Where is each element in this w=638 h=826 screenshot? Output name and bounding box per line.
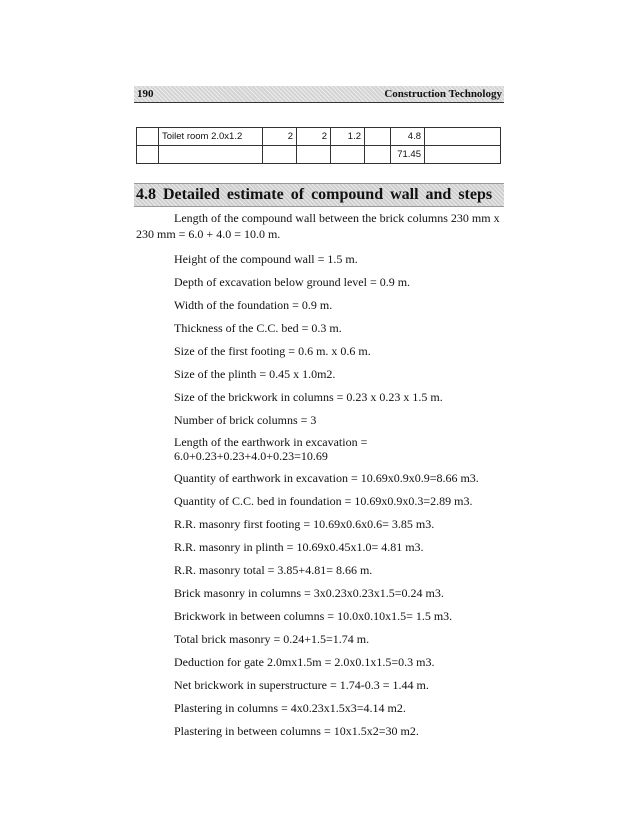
book-title: Construction Technology (384, 88, 502, 100)
estimate-line: Height of the compound wall = 1.5 m. (174, 252, 358, 266)
table-cell: 1.2 (331, 128, 365, 146)
table-cell: 2 (297, 128, 331, 146)
estimate-line: Size of the first footing = 0.6 m. x 0.6 m. (174, 344, 371, 358)
table-cell: 71.45 (391, 146, 425, 164)
estimate-line: Size of the plinth = 0.45 x 1.0m2. (174, 367, 336, 381)
estimate-line: Deduction for gate 2.0mx1.5m = 2.0x0.1x1.5=0.3 m3. (174, 655, 435, 669)
table-cell (365, 128, 391, 146)
table-row (137, 146, 501, 164)
table-cell (331, 146, 365, 164)
estimate-line: Number of brick columns = 3 (174, 413, 317, 427)
table-cell (425, 146, 501, 164)
section-title: 4.8 Detailed estimate of compound wall and steps (136, 186, 493, 203)
estimate-line: Plastering in between columns = 10x1.5x2=30 m2. (174, 724, 419, 738)
estimate-line: R.R. masonry first footing = 10.69x0.6x0.6= 3.85 m3. (174, 517, 435, 531)
estimate-line: R.R. masonry total = 3.85+4.81= 8.66 m. (174, 563, 373, 577)
estimate-line: R.R. masonry in plinth = 10.69x0.45x1.0= 4.81 m3. (174, 540, 424, 554)
estimate-line: Total brick masonry = 0.24+1.5=1.74 m. (174, 632, 370, 646)
estimate-line: Thickness of the C.C. bed = 0.3 m. (174, 321, 342, 335)
estimate-line: Width of the foundation = 0.9 m. (174, 298, 333, 312)
section-heading (134, 183, 504, 207)
estimate-line: Brickwork in between columns = 10.0x0.10x1.5= 1.5 m3. (174, 609, 453, 623)
estimate-line: Quantity of earthwork in excavation = 10.69x0.9x0.9=8.66 m3. (174, 471, 479, 485)
table-cell (425, 128, 501, 146)
table-row (137, 128, 501, 146)
estimate-line: Size of the brickwork in columns = 0.23 x 0.23 x 1.5 m. (174, 390, 443, 404)
estimate-table-continuation (136, 127, 501, 164)
page-number: 190 (137, 88, 154, 100)
estimate-line: 6.0+0.23+0.23+4.0+0.23=10.69 (174, 449, 328, 463)
estimate-line: Length of the earthwork in excavation = (174, 435, 368, 449)
table-cell: 2 (263, 128, 297, 146)
estimate-line: Depth of excavation below ground level = 0.9 m. (174, 275, 411, 289)
estimate-line: Net brickwork in superstructure = 1.74-0.3 = 1.44 m. (174, 678, 429, 692)
table-cell: 4.8 (391, 128, 425, 146)
table-cell (159, 146, 263, 164)
estimate-line: Brick masonry in columns = 3x0.23x0.23x1.5=0.24 m3. (174, 586, 444, 600)
table-cell (137, 146, 159, 164)
section-body (136, 210, 504, 739)
estimate-line: Plastering in columns = 4x0.23x1.5x3=4.14 m2. (174, 701, 406, 715)
running-header (134, 86, 504, 103)
table-cell (137, 128, 159, 146)
estimate-lines (136, 251, 504, 739)
compound-wall-length-paragraph: Length of the compound wall between the brick columns 230 mm x 230 mm = 6.0 + 4.0 = 10.0 m. (136, 211, 500, 241)
table-cell (297, 146, 331, 164)
table-cell (263, 146, 297, 164)
table-cell (365, 146, 391, 164)
estimate-line: Quantity of C.C. bed in foundation = 10.69x0.9x0.3=2.89 m3. (174, 494, 473, 508)
table-cell: Toilet room 2.0x1.2 (159, 128, 263, 146)
